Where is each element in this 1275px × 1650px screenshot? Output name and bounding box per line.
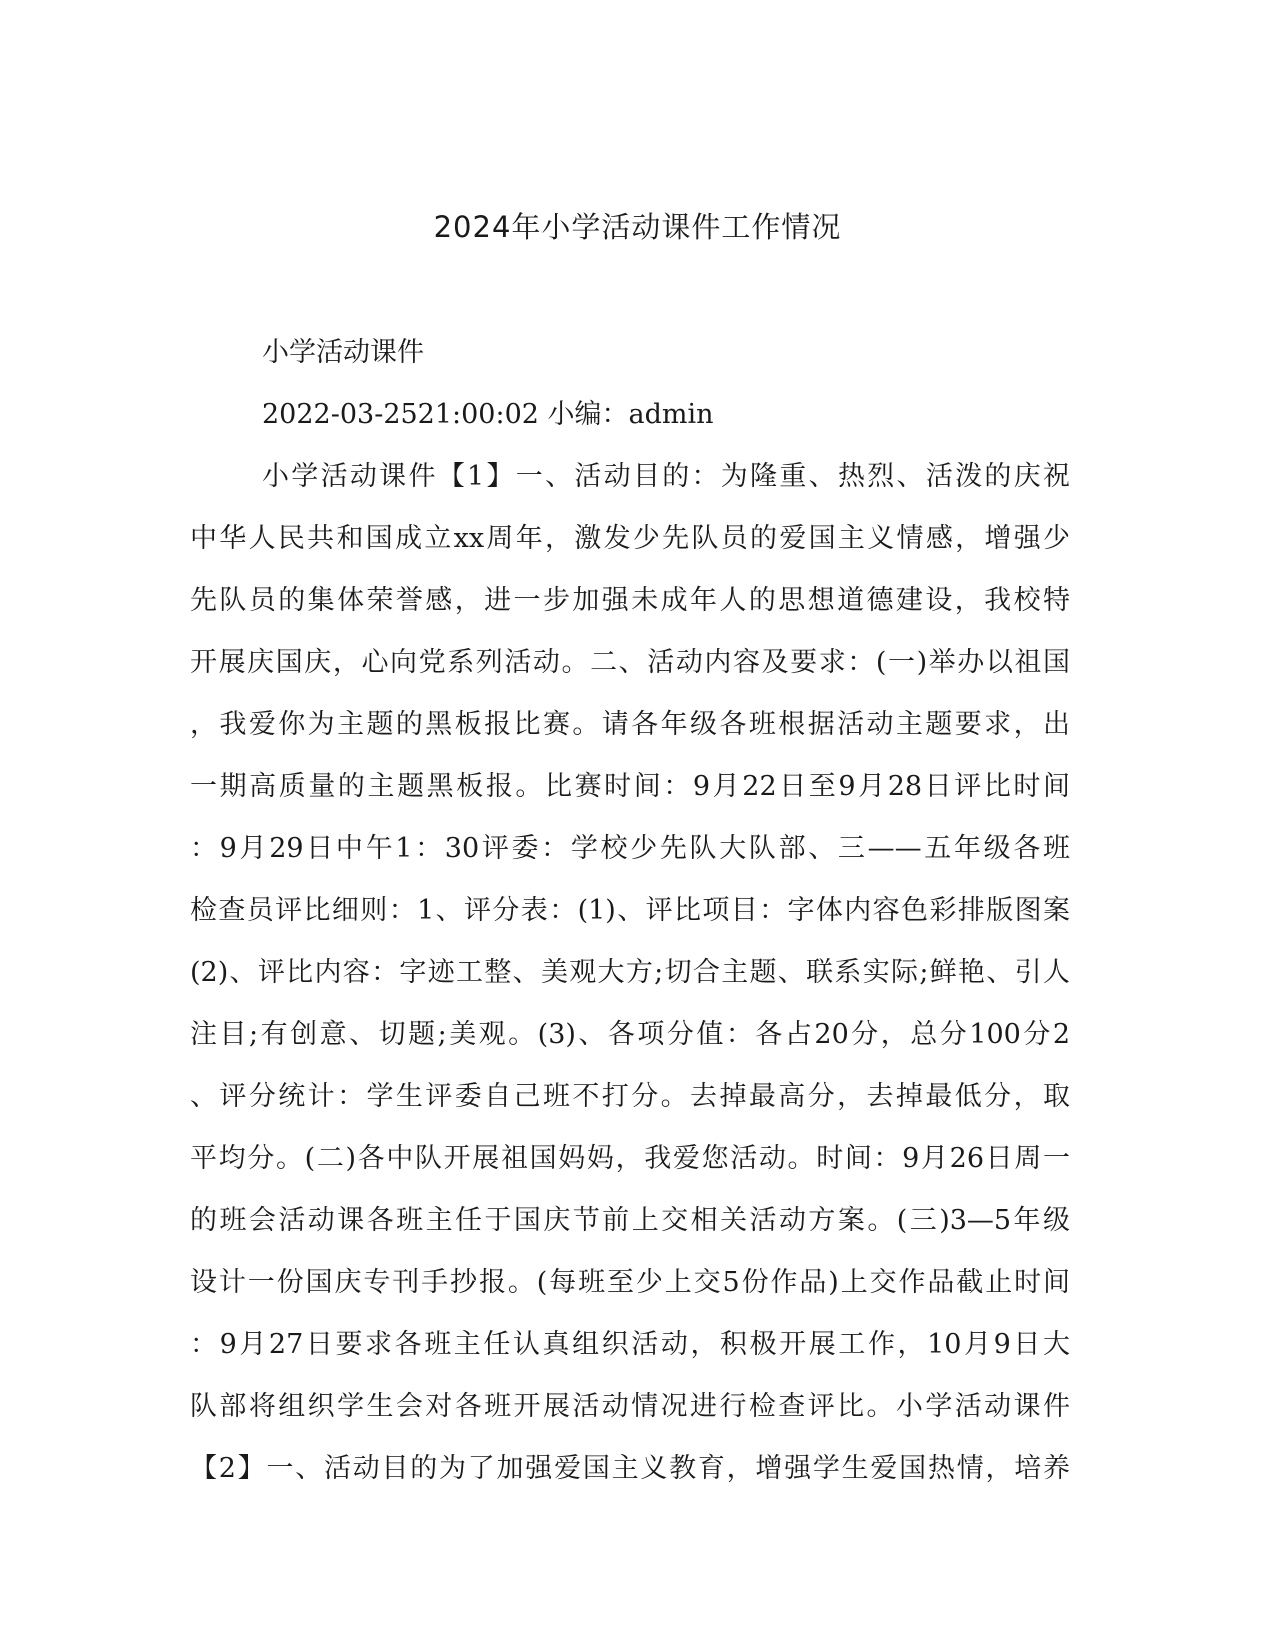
body-line: 开展庆国庆，心向党系列活动。二、活动内容及要求：(一)举办以祖国 (190, 647, 1070, 678)
body-line: 先队员的集体荣誉感，进一步加强未成年人的思想道德建设，我校特 (190, 585, 1070, 616)
document-meta: 2022-03-2521:00:02 小编：admin (262, 399, 714, 430)
body-line: ：9月27日要求各班主任认真组织活动，积极开展工作，10月9日大 (190, 1329, 1070, 1360)
body-line: 队部将组织学生会对各班开展活动情况进行检查评比。小学活动课件 (190, 1391, 1070, 1422)
document-title: 2024年小学活动课件工作情况 (433, 210, 842, 244)
body-line: (2)、评比内容：字迹工整、美观大方;切合主题、联系实际;鲜艳、引人 (190, 957, 1070, 988)
body-line: 【2】一、活动目的为了加强爱国主义教育，增强学生爱国热情，培养 (190, 1453, 1070, 1484)
body-line: 小学活动课件【1】一、活动目的：为隆重、热烈、活泼的庆祝 (262, 461, 1070, 492)
body-line: 设计一份国庆专刊手抄报。(每班至少上交5份作品)上交作品截止时间 (190, 1267, 1070, 1298)
body-line: ：9月29日中午1：30评委：学校少先队大队部、三——五年级各班 (190, 833, 1070, 864)
body-line: 检查员评比细则：1、评分表：(1)、评比项目：字体内容色彩排版图案 (190, 895, 1070, 926)
body-line: 的班会活动课各班主任于国庆节前上交相关活动方案。(三)3—5年级 (190, 1205, 1070, 1236)
body-line: 一期高质量的主题黑板报。比赛时间：9月22日至9月28日评比时间 (190, 771, 1070, 802)
body-line: 中华人民共和国成立xx周年，激发少先队员的爱国主义情感，增强少 (190, 523, 1070, 554)
body-line: 、评分统计：学生评委自己班不打分。去掉最高分，去掉最低分，取 (190, 1081, 1070, 1112)
body-line: ，我爱你为主题的黑板报比赛。请各年级各班根据活动主题要求，出 (190, 709, 1070, 740)
body-line: 平均分。(二)各中队开展祖国妈妈，我爱您活动。时间：9月26日周一 (190, 1143, 1070, 1174)
body-line: 注目;有创意、切题;美观。(3)、各项分值：各占20分，总分100分2 (190, 1019, 1070, 1050)
document-body (190, 322, 1070, 1500)
document-subtitle: 小学活动课件 (262, 337, 424, 368)
